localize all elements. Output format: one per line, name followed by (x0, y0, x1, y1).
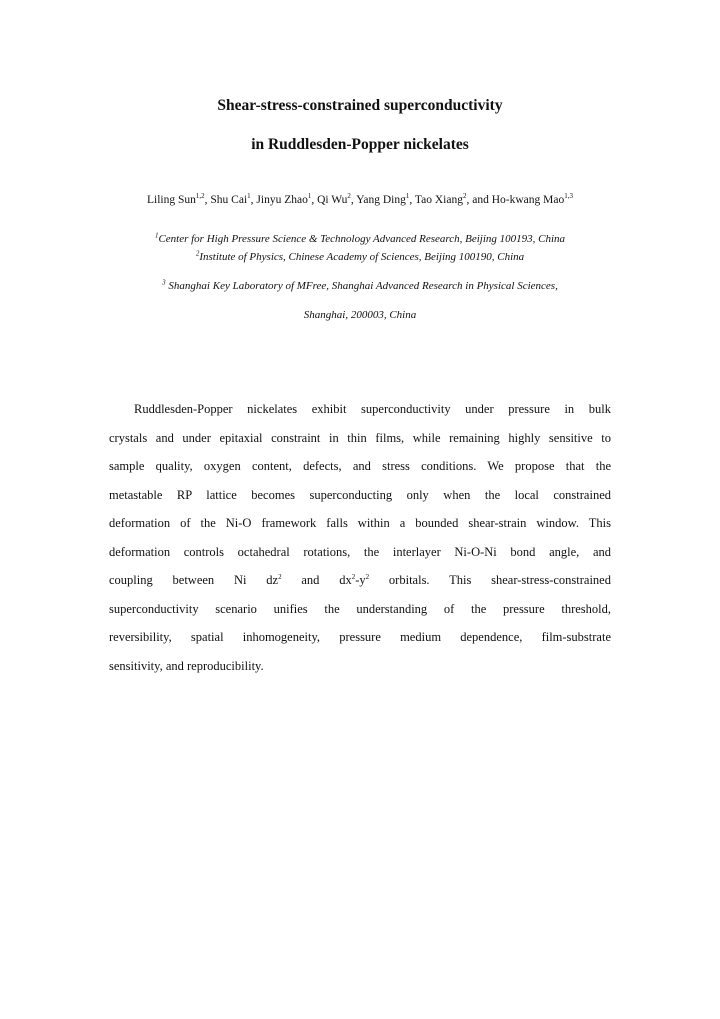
author-affiliation-mark: 1 (307, 192, 312, 201)
abstract-line: deformation of the Ni-O framework falls within a bounded shear-strain window. This (109, 516, 611, 530)
abstract-text: and dx (281, 573, 352, 587)
affiliation-number: 1 (154, 231, 159, 240)
abstract-line: Ruddlesden-Popper nickelates exhibit superconductivity under pressure in bulk (134, 402, 611, 416)
author-name: Tao Xiang (414, 194, 463, 206)
affiliation-text: Center for High Pressure Science & Technology Advanced Research, Beijing 100193, China (158, 233, 566, 245)
author-separator: , (409, 194, 415, 206)
author-affiliation-mark: 1 (247, 192, 251, 201)
paper-title-line-2: in Ruddlesden-Popper nickelates (251, 136, 469, 153)
author-affiliation-mark: 1,2 (195, 192, 205, 201)
abstract (109, 395, 611, 680)
author-name: Shu Cai (210, 194, 248, 206)
affiliation-text: Institute of Physics, Chinese Academy of Sciences, Beijing 100190, China (199, 251, 525, 263)
author-name: Ho-kwang Mao (491, 194, 565, 206)
superscript: 2 (365, 572, 370, 581)
affiliation-3-continued: Shanghai, 200003, China (303, 309, 417, 321)
affiliation-number: 3 (162, 278, 166, 287)
affiliation-1 (0, 232, 720, 247)
abstract-line: crystals and under epitaxial constraint in thin films, while remaining highly sensitive to (109, 430, 611, 445)
author-separator: , (204, 194, 211, 206)
author-affiliation-mark: 1,3 (564, 192, 573, 201)
author-name: Qi Wu (317, 194, 348, 206)
affiliation-2 (0, 250, 720, 265)
author-separator: , and (466, 194, 492, 206)
author-affiliation-mark: 2 (347, 192, 351, 201)
affiliation-text: Shanghai Key Laboratory of MFree, Shanghai Advanced Research in Physical Sciences, (165, 280, 558, 292)
abstract-text: coupling between Ni dz (109, 573, 279, 587)
abstract-line: reversibility, spatial inhomogeneity, pressure medium dependence, film-substrate (109, 630, 611, 644)
superscript: 2 (278, 572, 282, 581)
author-name: Liling Sun (147, 194, 196, 206)
author-separator: , (350, 194, 357, 206)
affiliation-number: 2 (195, 249, 200, 258)
abstract-line: metastable RP lattice becomes superconducting only when the local constrained (109, 487, 611, 502)
abstract-text: orbitals. This shear-stress-constrained (369, 573, 611, 587)
abstract-text: -y (355, 573, 366, 587)
abstract-line: sensitivity, and reproducibility. (109, 658, 264, 673)
author-name: Yang Ding (356, 194, 406, 206)
superscript: 2 (351, 572, 356, 581)
author-affiliation-mark: 1 (405, 192, 410, 201)
abstract-line: superconductivity scenario unifies the understanding of the pressure threshold, (109, 601, 611, 616)
author-name: Jinyu Zhao (256, 194, 308, 206)
paper-title-line-1: Shear-stress-constrained superconductivity (217, 97, 503, 114)
abstract-line: deformation controls octahedral rotations, the interlayer Ni-O-Ni bond angle, and (109, 544, 611, 559)
abstract-line: sample quality, oxygen content, defects, and stress conditions. We propose that the (109, 459, 611, 473)
author-separator: , (311, 194, 318, 206)
affiliation-3 (0, 279, 720, 294)
abstract-line (109, 566, 611, 595)
author-separator: , (250, 194, 257, 206)
author-affiliation-mark: 2 (462, 192, 467, 201)
author-list (0, 192, 720, 208)
